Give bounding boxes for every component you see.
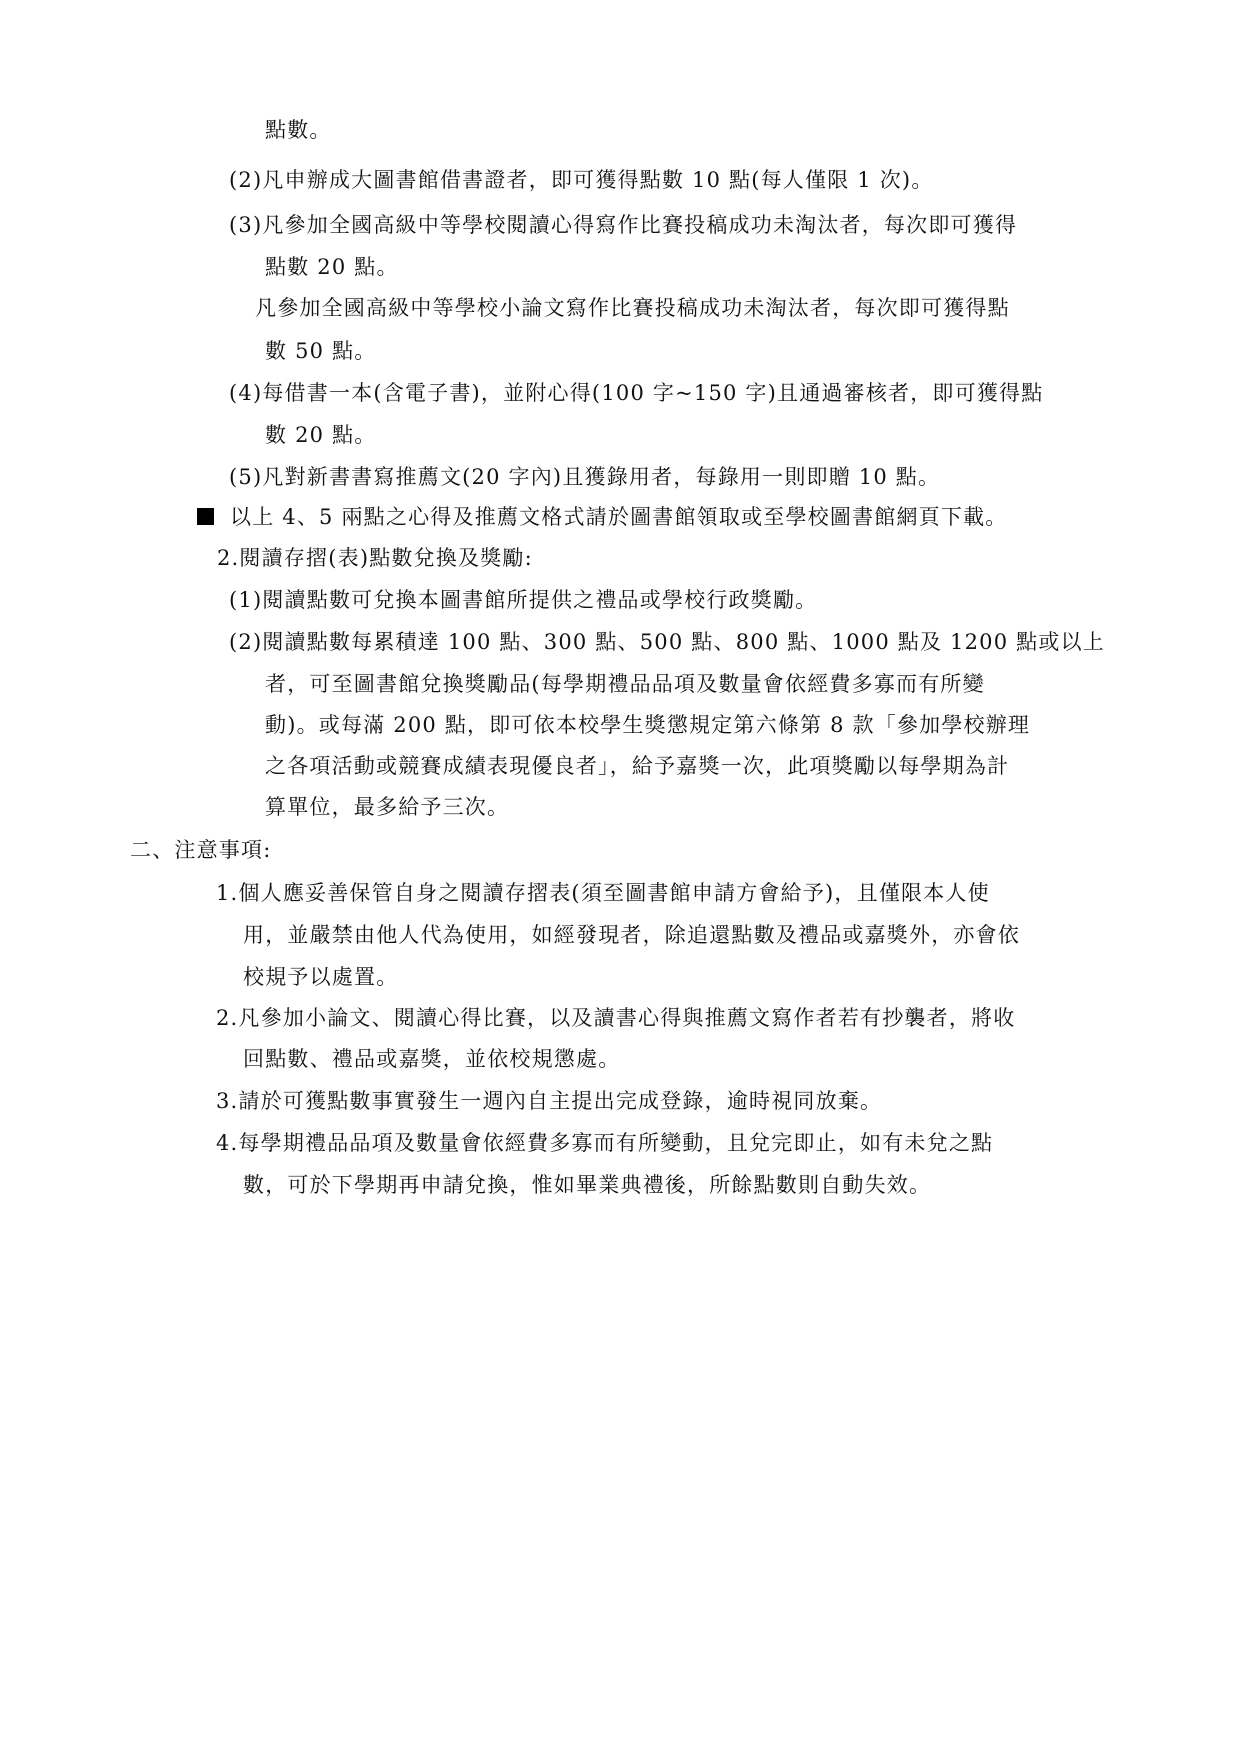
text-line: 4.每學期禮品品項及數量會依經費多寡而有所變動，且兌完即止，如有未兌之點	[216, 1131, 994, 1155]
text-line: 點數。	[265, 118, 332, 142]
text-line: 動)。或每滿 200 點，即可依本校學生獎懲規定第六條第 8 款「參加學校辦理	[265, 713, 1031, 737]
text-line: 點數 20 點。	[265, 255, 399, 279]
text-line: 之各項活動或競賽成績表現優良者」，給予嘉獎一次，此項獎勵以每學期為計	[265, 754, 1010, 778]
text-line: 1.個人應妥善保管自身之閱讀存摺表(須至圖書館申請方會給予)，且僅限本人使	[216, 881, 990, 905]
section-heading: 二、注意事項:	[130, 838, 272, 862]
text-line: 凡參加全國高級中等學校小論文寫作比賽投稿成功未淘汰者，每次即可獲得點	[255, 296, 1010, 320]
text-line: 數 50 點。	[265, 339, 377, 363]
text-line: 用，並嚴禁由他人代為使用，如經發現者，除追還點數及禮品或嘉獎外，亦會依	[243, 923, 1020, 947]
text-line: 數 20 點。	[265, 423, 377, 447]
text-line: (5)凡對新書書寫推薦文(20 字內)且獲錄用者，每錄用一則即贈 10 點。	[229, 465, 941, 489]
square-bullet-icon	[197, 508, 214, 525]
text-line: 算單位，最多給予三次。	[265, 795, 510, 819]
text-line: (2)凡申辦成大圖書館借書證者，即可獲得點數 10 點(每人僅限 1 次)。	[229, 168, 934, 192]
text-line: 校規予以處置。	[243, 965, 399, 989]
text-line: (4)每借書一本(含電子書)，並附心得(100 字~150 字)且通過審核者，即可獲得點	[229, 381, 1044, 405]
text-line: 2.凡參加小論文、閱讀心得比賽，以及讀書心得與推薦文寫作者若有抄襲者，將收	[216, 1006, 1016, 1030]
text-line: (2)閱讀點數每累積達 100 點、300 點、500 點、800 點、1000 點及 1200 點或以上	[229, 630, 1105, 654]
text-line: 3.請於可獲點數事實發生一週內自主提出完成登錄，逾時視同放棄。	[216, 1089, 883, 1113]
text-line: (1)閱讀點數可兌換本圖書館所提供之禮品或學校行政獎勵。	[229, 588, 818, 612]
text-line: 以上 4、5 兩點之心得及推薦文格式請於圖書館領取或至學校圖書館網頁下載。	[230, 505, 1008, 529]
text-line: 數，可於下學期再申請兌換，惟如畢業典禮後，所餘點數則自動失效。	[243, 1173, 932, 1197]
text-line: 回點數、禮品或嘉獎，並依校規懲處。	[243, 1047, 621, 1071]
text-line: 2.閱讀存摺(表)點數兌換及獎勵:	[217, 546, 533, 570]
text-line: 者，可至圖書館兌換獎勵品(每學期禮品品項及數量會依經費多寡而有所變	[265, 672, 985, 696]
text-line: (3)凡參加全國高級中等學校閱讀心得寫作比賽投稿成功未淘汰者，每次即可獲得	[229, 213, 1018, 237]
